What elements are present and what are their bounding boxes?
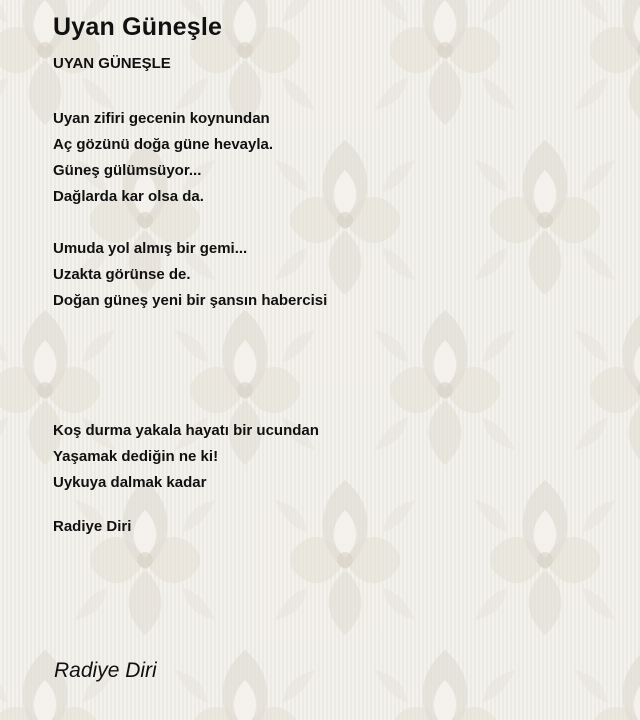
poem-subtitle: UYAN GÜNEŞLE — [53, 55, 171, 72]
poem-author: Radiye Diri — [53, 518, 132, 535]
poem-line: Aç gözünü doğa güne hevayla. — [53, 136, 274, 153]
poem-line: Uykuya dalmak kadar — [53, 474, 207, 491]
poem-line: Uzakta görünse de. — [53, 266, 191, 283]
poem-line: Koş durma yakala hayatı bir ucundan — [53, 422, 319, 439]
poem-line: Doğan güneş yeni bir şansın habercisi — [53, 292, 328, 309]
poem-title: Uyan Güneşle — [53, 13, 223, 41]
poem-line: Yaşamak dediğin ne ki! — [53, 448, 219, 465]
stanza-3 — [53, 418, 613, 496]
stanza-spacer-large — [53, 314, 613, 418]
stanza-spacer — [53, 210, 613, 236]
poem-line: Umuda yol almış bir gemi... — [53, 240, 248, 257]
poem-body — [53, 106, 613, 496]
poem-line: Uyan zifiri gecenin koynundan — [53, 110, 270, 127]
author-signature: Radiye Diri — [54, 659, 157, 682]
poem-line: Güneş gülümsüyor... — [53, 162, 202, 179]
poem-line: Dağlarda kar olsa da. — [53, 188, 204, 205]
stanza-2 — [53, 236, 613, 314]
stanza-1 — [53, 106, 613, 210]
